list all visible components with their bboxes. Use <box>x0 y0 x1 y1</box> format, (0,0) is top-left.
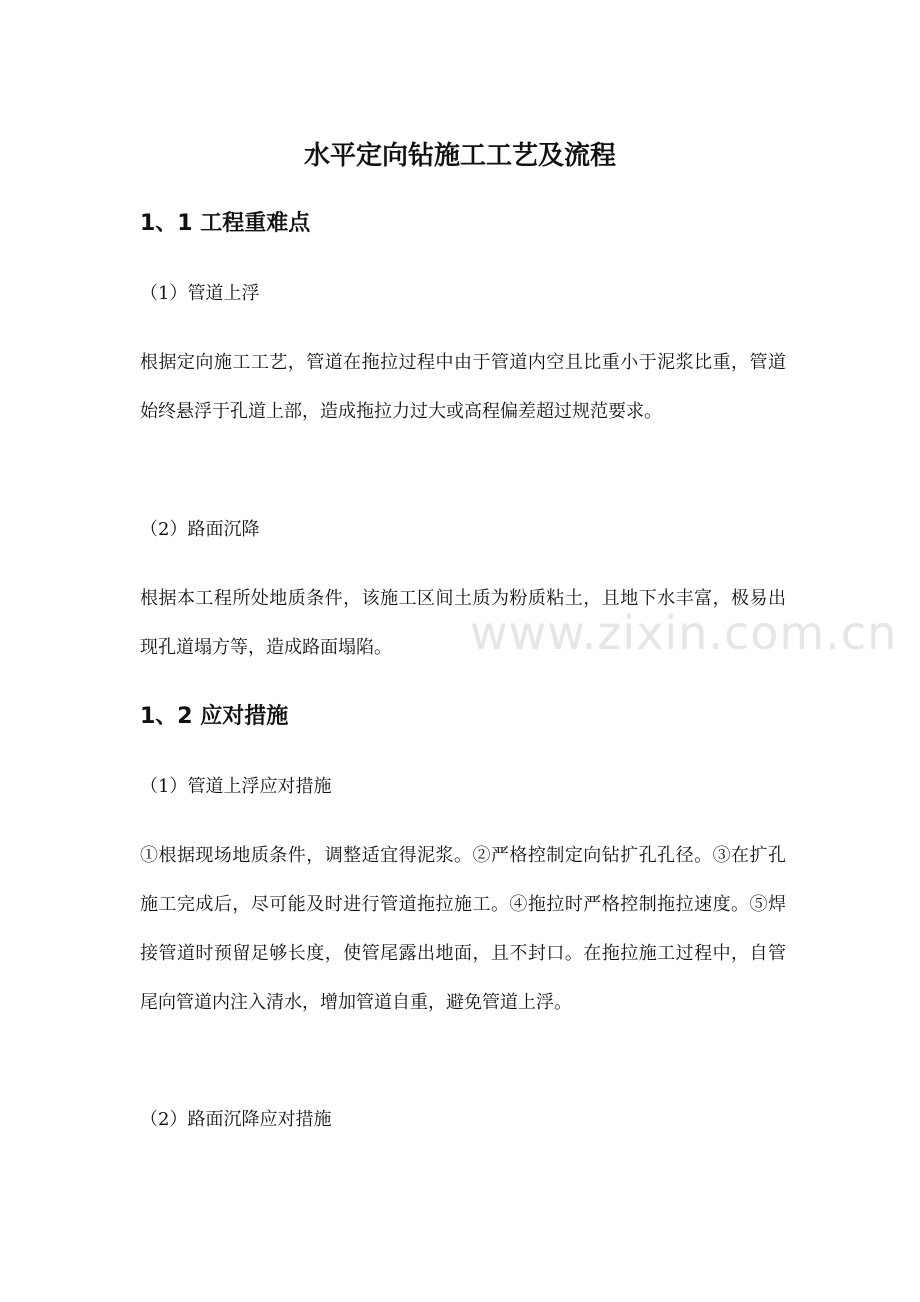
subsection-label-road-settlement-measures: （2）路面沉降应对措施 <box>140 1109 332 1130</box>
paragraph-road-settlement: 根据本工程所处地质条件，该施工区间土质为粉质粘土，且地下水丰富，极易出现孔道塌方等，造成路面塌陷。 <box>140 588 786 658</box>
section-heading-1-2: 1、2 应对措施 <box>140 704 289 729</box>
section-heading-1-1: 1、1 工程重难点 <box>140 211 311 236</box>
paragraph-pipe-floating: 根据定向施工工艺，管道在拖拉过程中由于管道内空且比重小于泥浆比重，管道始终悬浮于孔道上部，造成拖拉力过大或高程偏差超过规范要求。 <box>140 352 786 422</box>
subsection-label-road-settlement: （2）路面沉降 <box>140 519 260 540</box>
document-title: 水平定向钻施工工艺及流程 <box>303 141 616 171</box>
watermark-text: www.zixin.com.cn <box>470 606 898 660</box>
paragraph-pipe-floating-measures: ①根据现场地质条件，调整适宜得泥浆。②严格控制定向钻扩孔孔径。③在扩孔施工完成后，尽可能及时进行管道拖拉施工。④拖拉时严格控制拖拉速度。⑤焊接管道时预留足够长度，使管尾露出地面，且不封口。在拖拉施工过程中，自管尾向管道内注入清水，增加管道自重，避免管道上浮。 <box>140 845 786 1013</box>
subsection-label-pipe-floating: （1）管道上浮 <box>140 283 260 304</box>
subsection-label-pipe-floating-measures: （1）管道上浮应对措施 <box>140 776 332 797</box>
